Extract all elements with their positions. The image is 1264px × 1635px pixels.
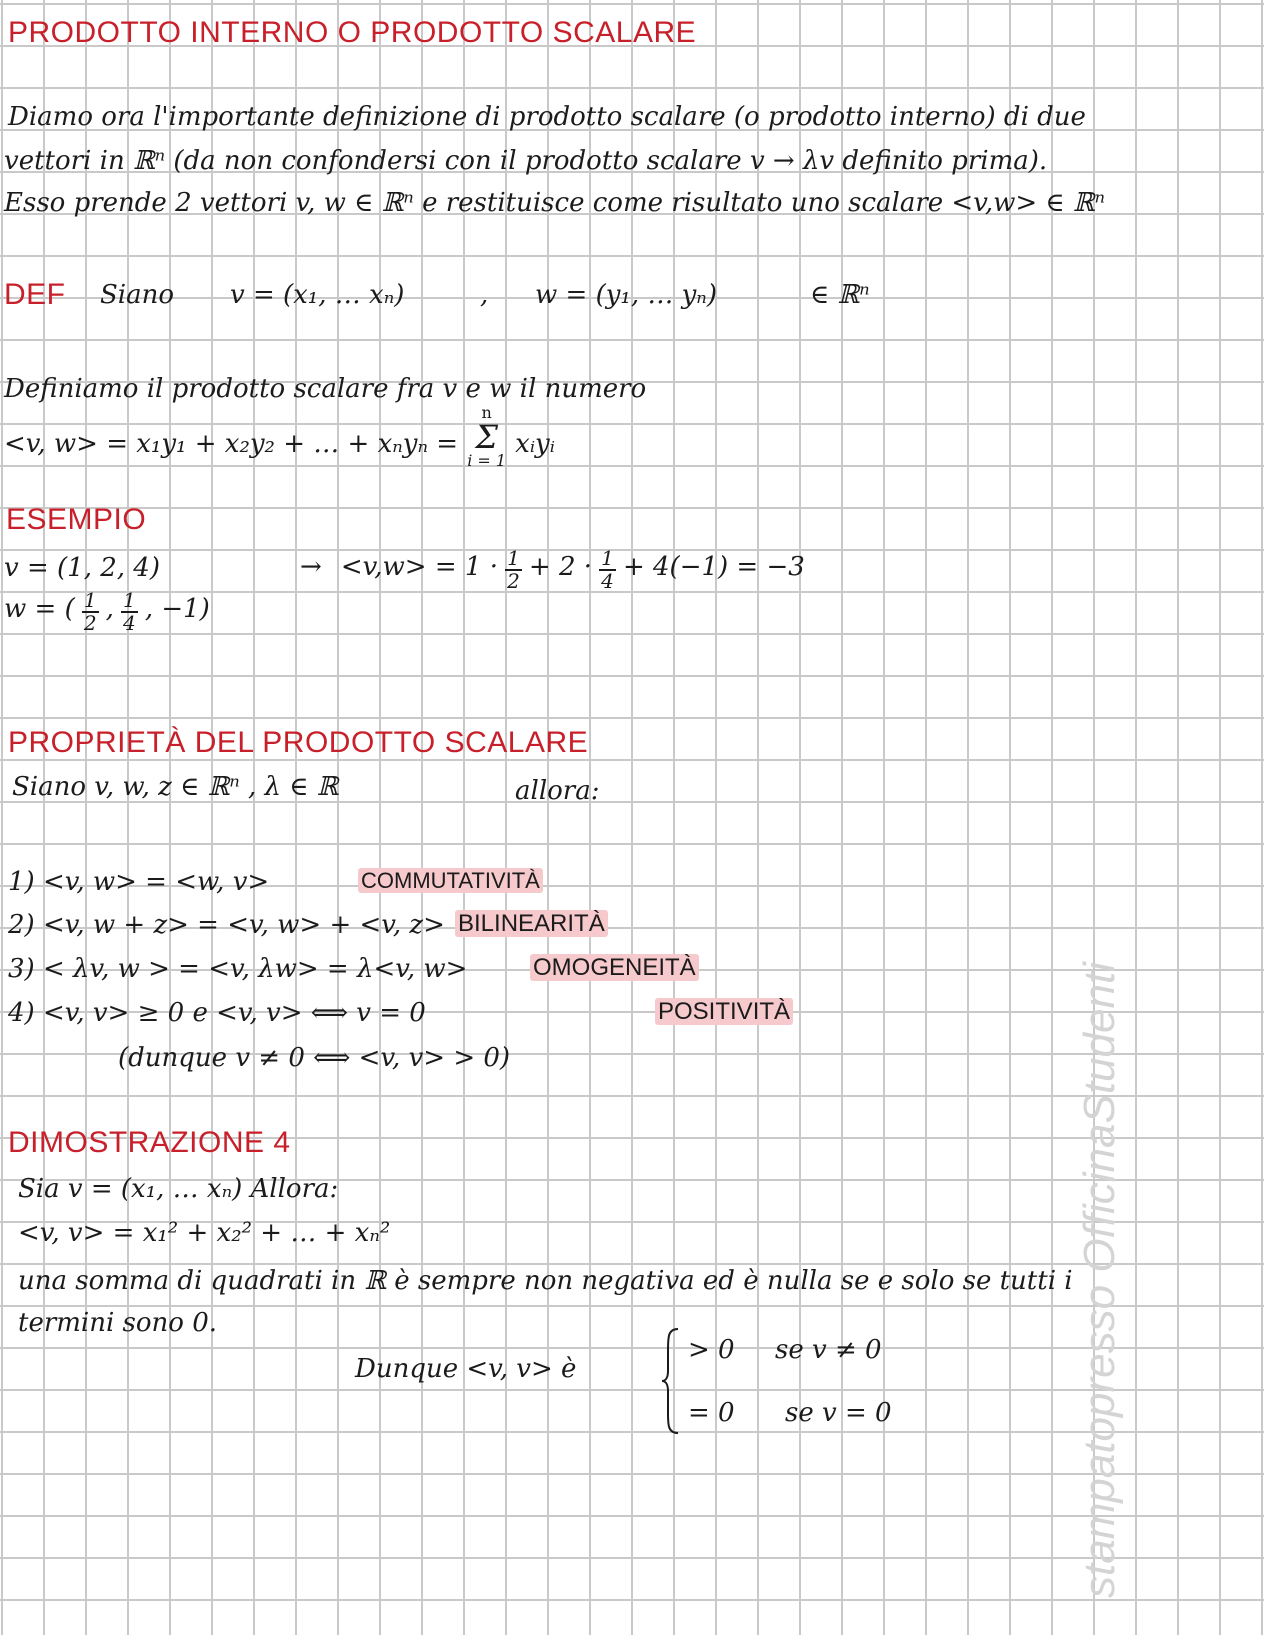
property-formula: 1) <v, w> = <w, v>: [8, 867, 270, 897]
case-2-value: = 0: [688, 1398, 735, 1428]
case-1-condition: se v ≠ 0: [775, 1335, 882, 1365]
example-w-suffix: , −1): [144, 593, 210, 624]
fraction: [505, 548, 522, 592]
intro-line-1: Diamo ora l'importante definizione di prodotto scalare (o prodotto interno) di due: [8, 102, 1086, 132]
property-3-name: [530, 956, 699, 980]
def-comma: ,: [480, 280, 489, 310]
def-in: ∈ ℝⁿ: [810, 280, 870, 310]
fraction: [599, 548, 616, 592]
denominator: 2: [507, 569, 520, 593]
example-w-prefix: w = (: [4, 593, 75, 624]
numerator: 1: [507, 546, 520, 570]
properties-heading: PROPRIETÀ DEL PRODOTTO SCALARE: [8, 726, 589, 759]
proof-heading: DIMOSTRAZIONE 4: [8, 1126, 291, 1159]
summation: [467, 405, 506, 469]
case-1-value: > 0: [688, 1335, 735, 1365]
denominator: 2: [83, 611, 97, 635]
example-label: ESEMPIO: [6, 503, 147, 536]
property-4-formula: 4) <v, v> ≥ 0 e <v, v> ⟺ v = 0: [8, 998, 426, 1028]
property-4-note: (dunque v ≠ 0 ⟺ <v, v> > 0): [118, 1043, 511, 1073]
proof-line-1: Sia v = (x₁, … xₙ) Allora:: [18, 1174, 339, 1204]
example-v: v = (1, 2, 4): [4, 553, 160, 583]
proof-line-4: termini sono 0.: [18, 1308, 218, 1338]
sum-term: xᵢyᵢ: [515, 428, 555, 459]
arrow-icon: →: [300, 551, 322, 582]
denominator: 4: [601, 569, 614, 593]
calc-mid: + 2 ·: [528, 551, 593, 582]
property-3-formula: 3) < λv, w > = <v, λw> = λ<v, w>: [8, 954, 468, 984]
property-2-formula: 2) <v, w + z> = <v, w> + <v, z>: [8, 910, 445, 940]
properties-intro-allora: allora:: [515, 776, 600, 806]
sum-upper: n: [481, 403, 492, 422]
fraction: [121, 590, 138, 634]
separator: ,: [105, 593, 114, 624]
watermark: stampatopresso OfficinaStudenti: [1075, 962, 1124, 1598]
proof-line-2: <v, v> = x₁² + x₂² + … + xₙ²: [18, 1218, 391, 1248]
sum-lower: i = 1: [467, 451, 507, 470]
proof-conclusion: Dunque <v, v> è: [355, 1354, 577, 1384]
property-1-formula: [8, 868, 269, 895]
case-2-condition: se v = 0: [785, 1398, 892, 1428]
definition-lhs: <v, w> = x₁y₁ + x₂y₂ + … + xₙyₙ =: [4, 428, 459, 459]
denominator: 4: [123, 611, 136, 635]
property-name: POSITIVITÀ: [655, 998, 793, 1025]
properties-intro: Siano v, w, z ∈ ℝⁿ , λ ∈ ℝ: [12, 772, 339, 802]
property-2-name: [455, 912, 608, 936]
def-v: v = (x₁, … xₙ): [230, 280, 405, 310]
intro-line-2: vettori in ℝⁿ (da non confondersi con il prodotto scalare v → λv definito prima).: [4, 146, 1048, 176]
definition-line: Definiamo il prodotto scalare fra v e w il numero: [4, 374, 647, 404]
def-label: DEF: [4, 278, 66, 311]
fraction: [82, 590, 99, 634]
sigma-symbol: Σ: [475, 418, 498, 456]
property-4-name: [655, 1000, 793, 1024]
example-w: [4, 590, 210, 634]
property-1-name: [358, 870, 543, 892]
property-name: OMOGENEITÀ: [530, 954, 699, 981]
page-title: PRODOTTO INTERNO O PRODOTTO SCALARE: [8, 16, 697, 49]
calc-suffix: + 4(−1) = −3: [622, 551, 805, 582]
proof-line-3: una somma di quadrati in ℝ è sempre non negativa ed è nulla se e solo se tutti i: [18, 1266, 1073, 1296]
def-w: w = (y₁, … yₙ): [535, 280, 717, 310]
curly-brace-icon: [660, 1327, 680, 1435]
numerator: 1: [601, 546, 614, 570]
numerator: 1: [83, 588, 97, 612]
def-siano: Siano: [100, 280, 175, 310]
example-calculation: [300, 548, 805, 592]
property-name: COMMUTATIVITÀ: [358, 868, 543, 893]
calc-prefix: <v,w> = 1 ·: [340, 551, 498, 582]
property-name: BILINEARITÀ: [455, 910, 608, 937]
numerator: 1: [123, 588, 136, 612]
intro-line-3: Esso prende 2 vettori v, w ∈ ℝⁿ e restituisce come risultato uno scalare <v,w> ∈ ℝⁿ: [4, 188, 1106, 218]
definition-formula: [4, 405, 555, 469]
